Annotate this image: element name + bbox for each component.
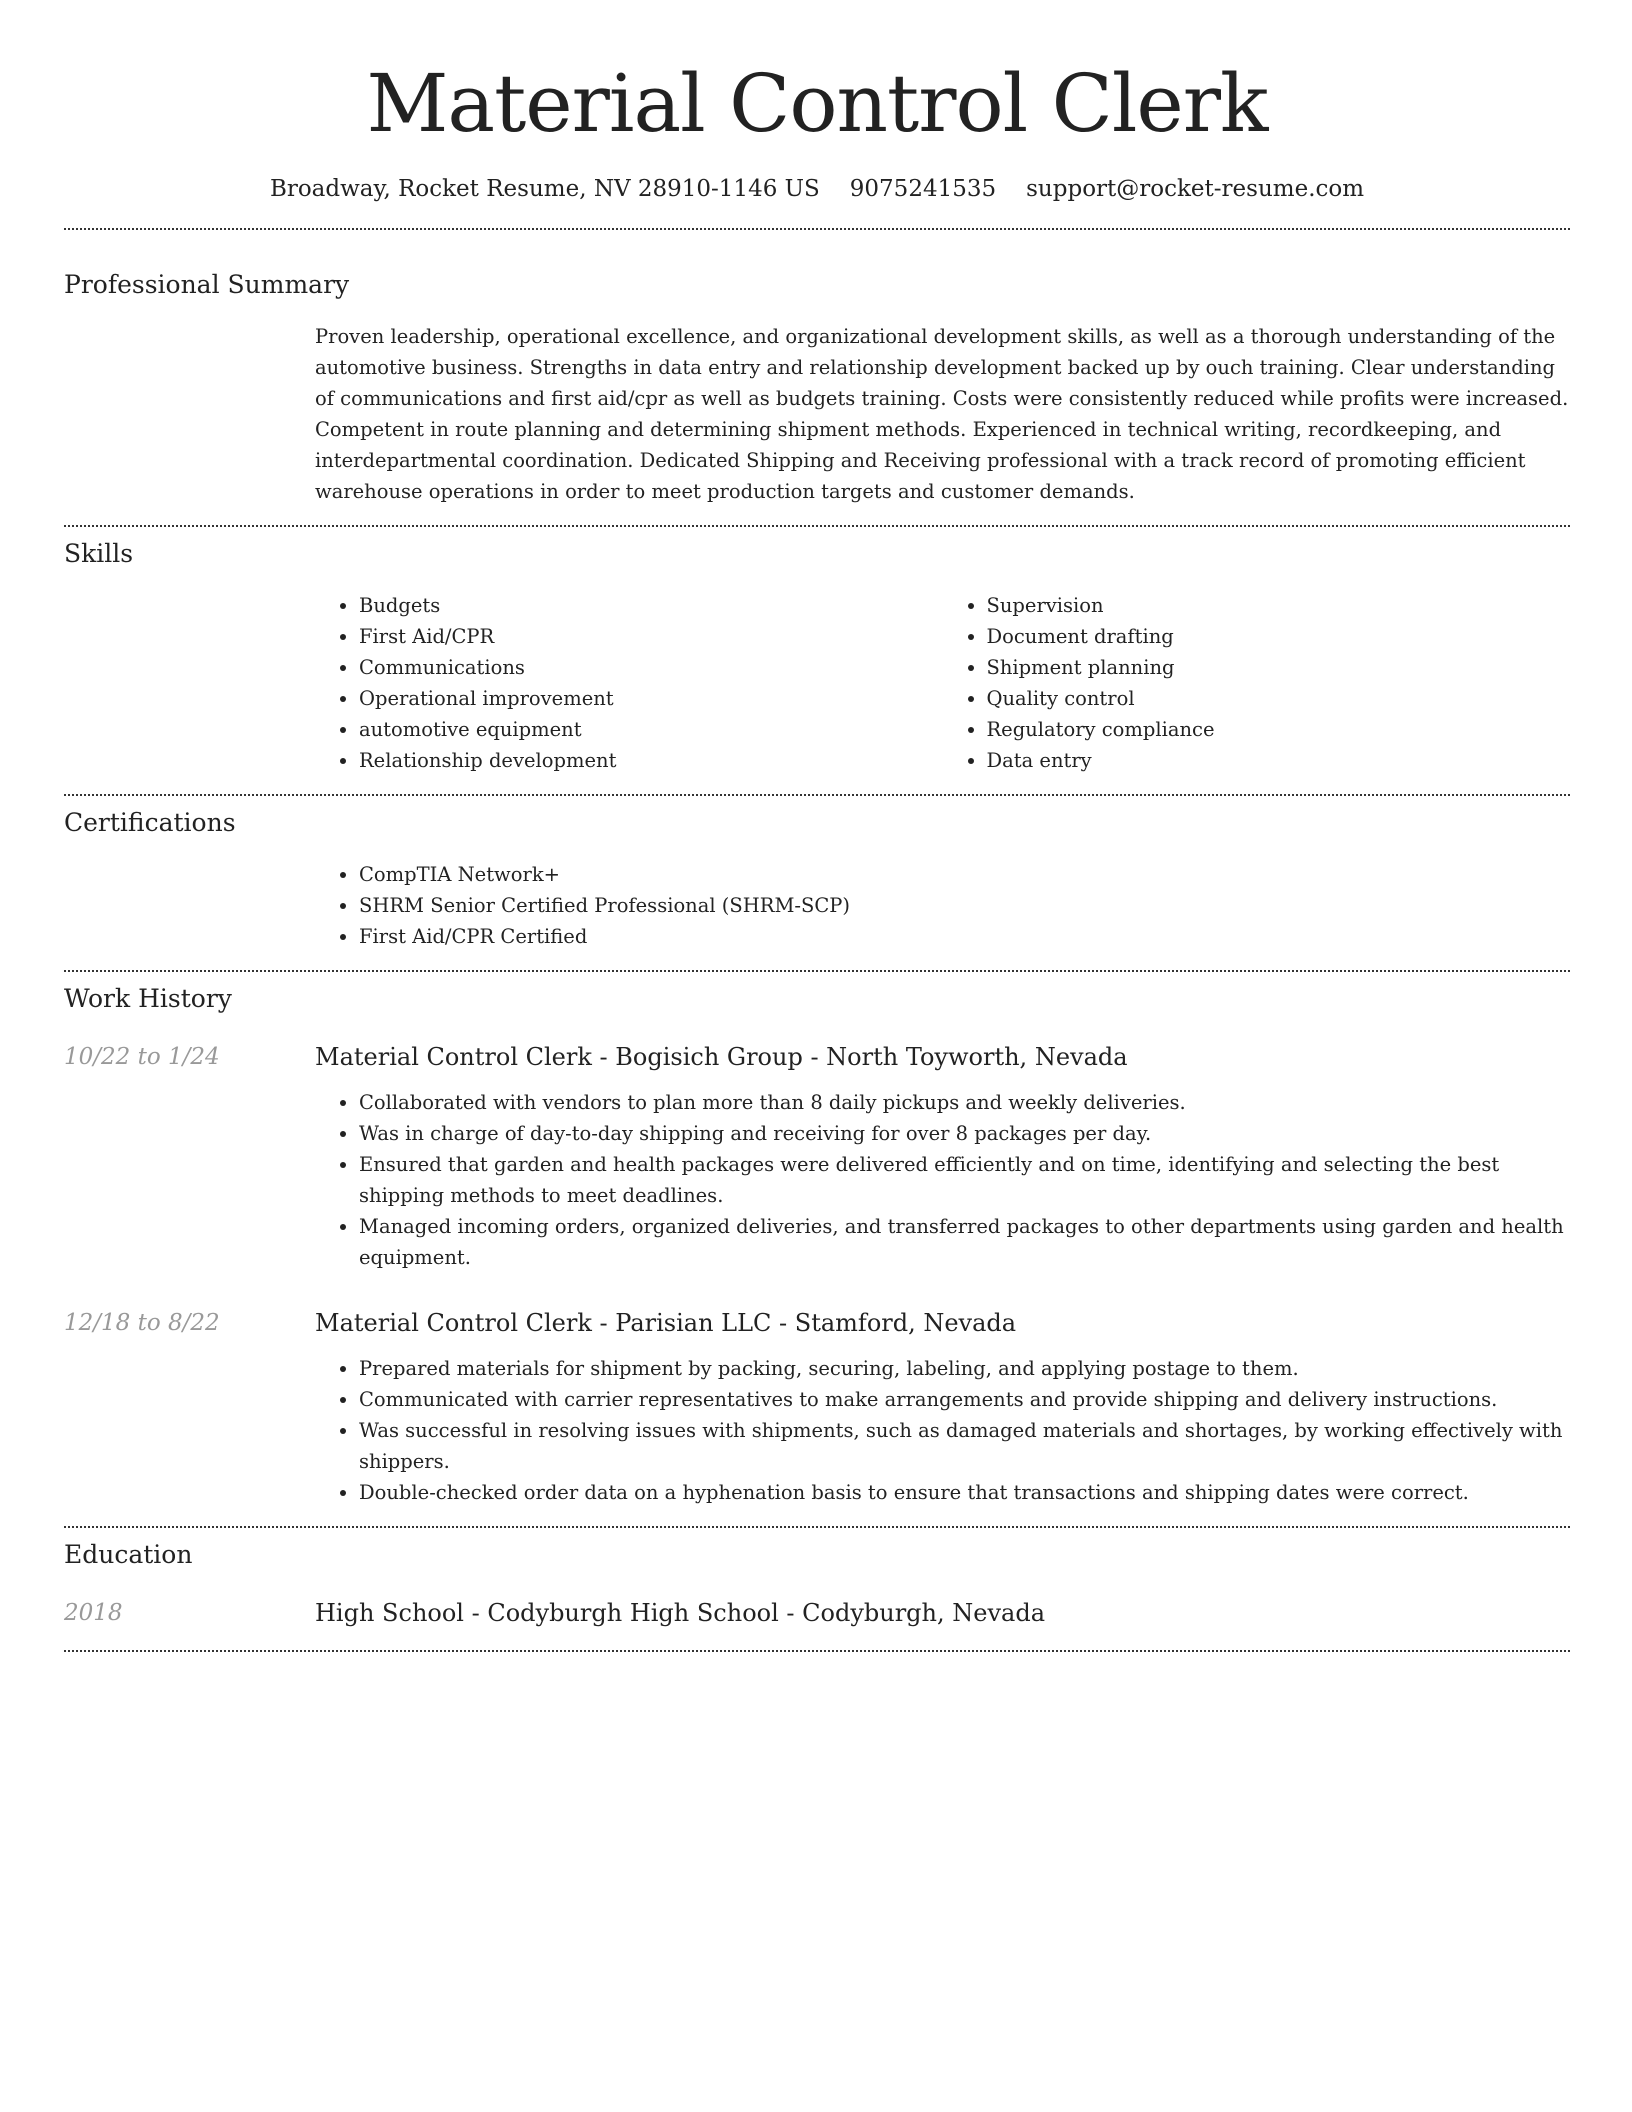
skills-grid: [315, 590, 1570, 776]
job-bullet: • Communicated with carrier representatives to make arrangements and provide shipping and delivery instructions.: [359, 1384, 1570, 1415]
job-title: Material Control Clerk - Bogisich Group - North Toyworth, Nevada: [315, 1043, 1128, 1071]
summary-text: Proven leadership, operational excellence, and organizational development skills, as well as a thorough understanding of the automotive business. Strengths in data entry and relationship development backed up by ouch training. Clear understanding of communications and first aid/cpr as well as budgets training. Costs were consistently reduced while profits were increased. Competent in route planning and determining shipment methods. Experienced in technical writing, recordkeeping, and interdepartmental coordination. Dedicated Shipping and Receiving professional with a track record of promoting efficient warehouse operations in order to meet production targets and customer demands.: [315, 325, 1569, 503]
contact-line: [64, 172, 1570, 206]
certification-item: • CompTIA Network+: [359, 859, 1570, 890]
job-bullet: • Prepared materials for shipment by packing, securing, labeling, and applying postage to them.: [359, 1353, 1570, 1384]
job-bullet: • Managed incoming orders, organized deliveries, and transferred packages to other departments using garden and health equipment.: [359, 1211, 1570, 1273]
divider: [64, 794, 1570, 796]
skill-item: • Budgets: [359, 590, 943, 621]
job-bullets: [315, 1353, 1570, 1508]
resume-name: Material Control Clerk: [366, 57, 1268, 150]
job-bullet: • Ensured that garden and health packages were delivered efficiently and on time, identifying and selecting the best shipping methods to meet deadlines.: [359, 1149, 1570, 1211]
certifications-list: [315, 859, 1570, 952]
contact-email[interactable]: support@rocket-resume.com: [1026, 176, 1365, 202]
job-bullets: [315, 1087, 1570, 1273]
skill-item: • Quality control: [987, 683, 1571, 714]
job-bullet: • Double-checked order data on a hyphenation basis to ensure that transactions and shipping dates were correct.: [359, 1477, 1570, 1508]
job-bullet: • Was in charge of day-to-day shipping and receiving for over 8 packages per day.: [359, 1118, 1570, 1149]
skill-item: • Shipment planning: [987, 652, 1571, 683]
job-details: [315, 1040, 1570, 1273]
skill-item: • Data entry: [987, 745, 1571, 776]
contact-phone: 9075241535: [849, 176, 997, 202]
skill-item: • Communications: [359, 652, 943, 683]
job-date: 10/22 to 1/24: [64, 1044, 220, 1070]
section-title-certifications: Certifications: [64, 808, 236, 837]
skill-item: • automotive equipment: [359, 714, 943, 745]
contact-address: Broadway, Rocket Resume, NV 28910-1146 US: [269, 176, 820, 202]
divider: [64, 1650, 1570, 1652]
skills-list-right: [943, 590, 1571, 776]
job-bullet: • Was successful in resolving issues with shipments, such as damaged materials and shortages, by working effectively with shippers.: [359, 1415, 1570, 1477]
certification-item: • SHRM Senior Certified Professional (SHRM-SCP): [359, 890, 1570, 921]
job-date: 12/18 to 8/22: [64, 1310, 220, 1336]
divider: [64, 1526, 1570, 1528]
skill-item: • Regulatory compliance: [987, 714, 1571, 745]
education-entry: [64, 1596, 1570, 1630]
divider: [64, 970, 1570, 972]
section-title-skills: Skills: [64, 539, 134, 568]
education-details: [315, 1596, 1570, 1630]
skill-item: • Relationship development: [359, 745, 943, 776]
section-title-work-history: Work History: [64, 984, 232, 1013]
job-bullet: • Collaborated with vendors to plan more than 8 daily pickups and weekly deliveries.: [359, 1087, 1570, 1118]
certification-item: • First Aid/CPR Certified: [359, 921, 1570, 952]
education-date: 2018: [64, 1600, 123, 1626]
skill-item: • Document drafting: [987, 621, 1571, 652]
divider: [64, 525, 1570, 527]
job-title: Material Control Clerk - Parisian LLC - Stamford, Nevada: [315, 1309, 1017, 1337]
section-title-summary: Professional Summary: [64, 270, 350, 299]
skill-item: • Supervision: [987, 590, 1571, 621]
job-entry: [64, 1306, 1570, 1508]
job-entry: [64, 1040, 1570, 1273]
skill-item: • First Aid/CPR: [359, 621, 943, 652]
education-title: High School - Codyburgh High School - Codyburgh, Nevada: [315, 1599, 1045, 1627]
resume-page: [64, 0, 1570, 1652]
job-details: [315, 1306, 1570, 1508]
skills-list-left: [315, 590, 943, 776]
divider: [64, 228, 1570, 230]
skill-item: • Operational improvement: [359, 683, 943, 714]
section-title-education: Education: [64, 1540, 193, 1569]
